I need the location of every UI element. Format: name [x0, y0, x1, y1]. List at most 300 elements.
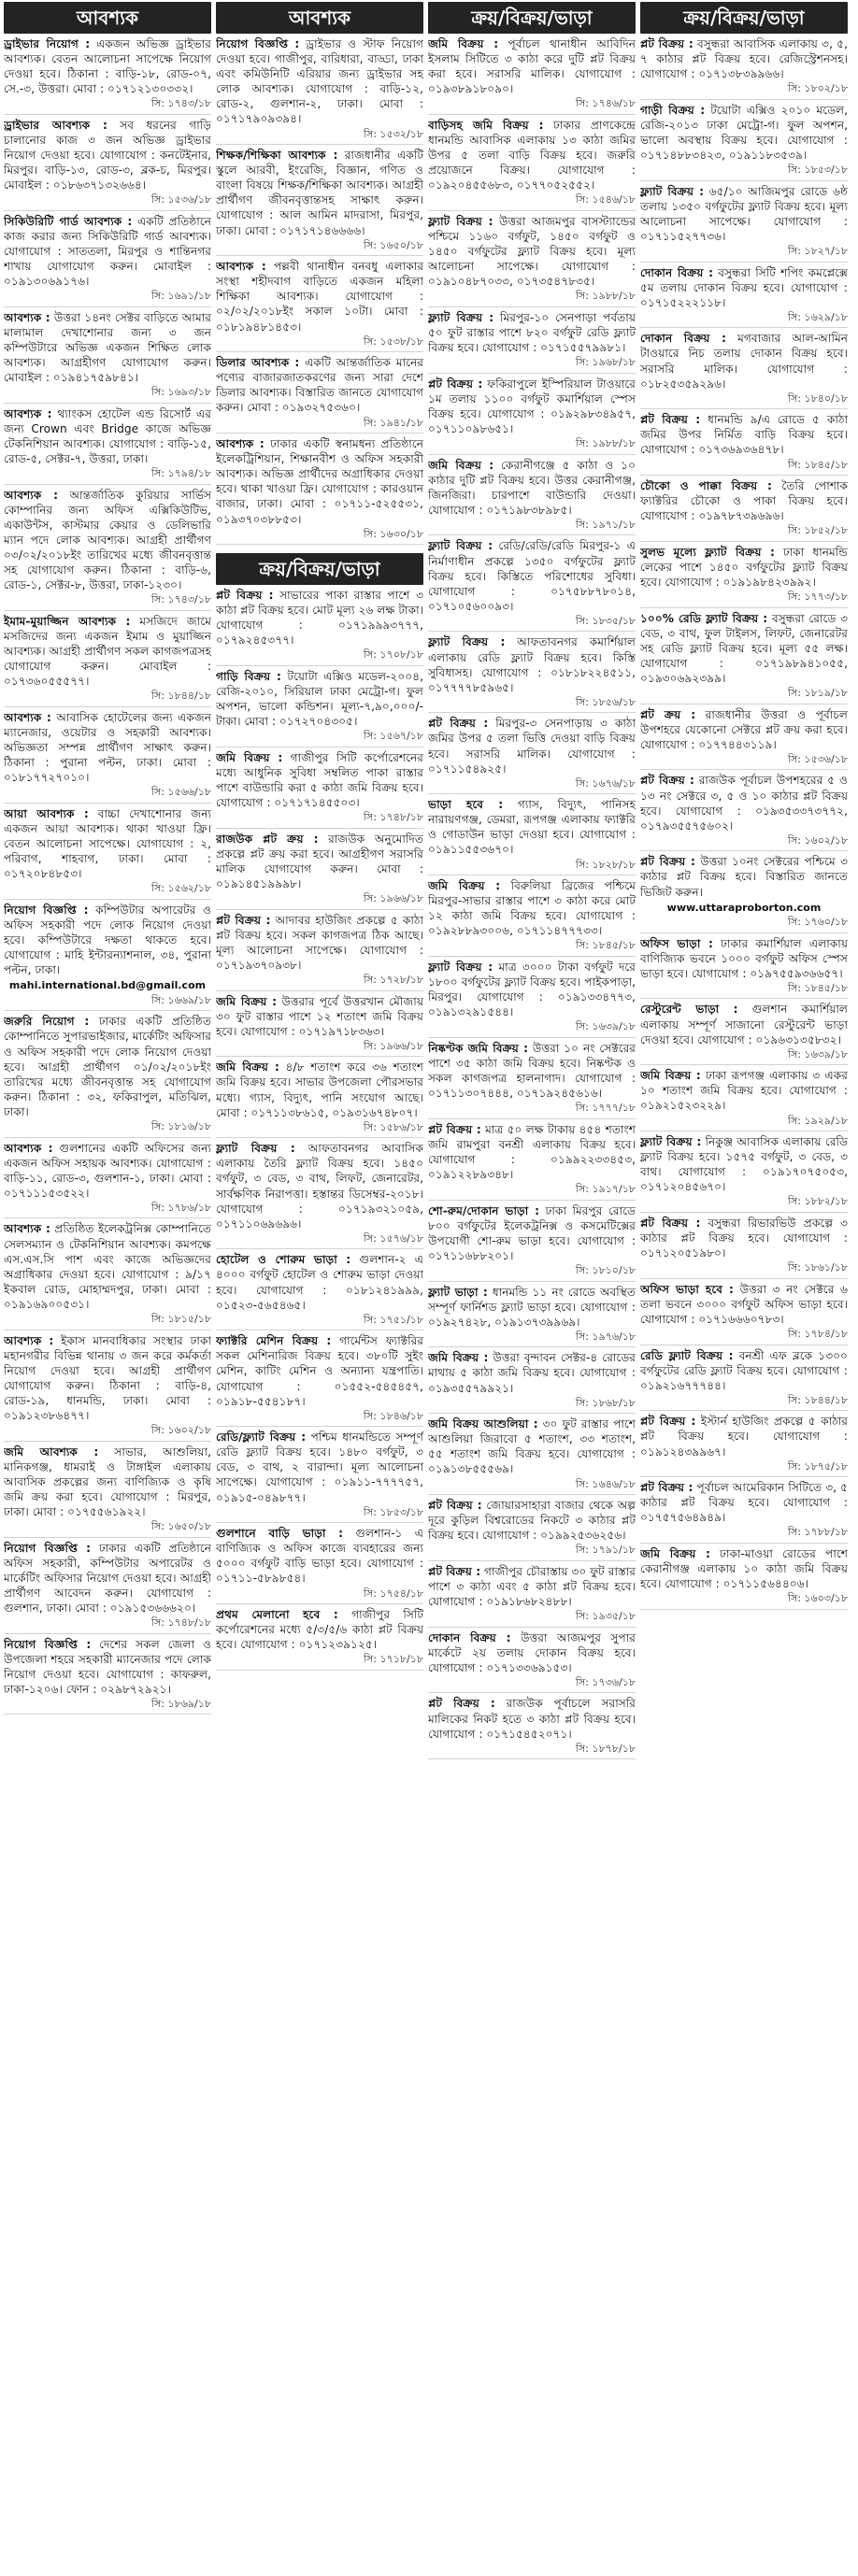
- ad-reference-code: সি: ১৯৬৮/১৮: [575, 356, 636, 369]
- ad-body: মসজিদে জামে মসজিদের জন্য একজন ইমাম ও মুয়াজ্জিন আবশ্যক। আগ্রহী প্রার্থীগণ সকল কাগজপত্রসহ যোগাযোগ করুন। মোবাইল : ০১৭৩৬০৫৫৫৭৭।: [4, 614, 211, 689]
- ad-body: ইস্টার্ন হাউজিং প্রকল্পে ৫ কাঠার প্লট বিক্রয় হবে। যোগাযোগ : ০১৯১২৪৩৯৯৬৭।: [640, 1415, 848, 1459]
- ad-title: আবশ্যক :: [4, 1141, 53, 1155]
- classified-ad: [216, 588, 423, 666]
- ad-reference-code: সি: ১৭৪৩/১৮: [150, 593, 211, 606]
- ad-body: টয়োটা এক্সিও ২০১০ মডেল, রেজি-২০১৩ ঢাকা মেট্রো-গ। ফুল অপশন, ভালো অবস্থায় বিক্রয় হবে। যোগাযোগ : ০১৭১৪৮৮৩৪২৩, ০১৯১১৮৩৫৩৯।: [640, 103, 848, 163]
- ad-reference-code: সি: ১৯৩৫/১৮: [575, 1610, 636, 1623]
- ad-title: অফিস ভাড়া হবে :: [640, 1282, 734, 1296]
- ad-title: জমি বিক্রয় :: [428, 1351, 489, 1365]
- ad-title: ফ্ল্যাট বিক্রয় :: [428, 635, 506, 649]
- ad-title: প্রথম মেলানো হবে :: [216, 1608, 338, 1622]
- ad-body: ধানমন্ডি ১১ নং রোডে অবস্থিত সম্পূর্ণ ফার্নিশড ফ্ল্যাট ভাড়া হবে। যোগাযোগ : ০১৯২৭৪২৮, ০১৯১৩৭৩৯৯৬৯।: [428, 1285, 636, 1329]
- ad-title: ফ্ল্যাট বিক্রয় :: [640, 184, 705, 198]
- section-heading: আবশ্যক: [4, 2, 211, 34]
- ad-body: ঢাকা মিরপুর রোডে ৮০০ বর্গফুটের ইলেকট্রনিক্স ও কসমেটিক্সের উপযোগী শো-রুম ভাড়া হবে। যোগাযোগ : ০১৭১১৬৮৮২০১।: [428, 1203, 636, 1262]
- ad-reference-code: সি: ১৫৬২/১৮: [150, 882, 211, 895]
- ad-body: উত্তরা ১০ নং সেক্টরের পাশে ৩৫ কাঠা জমি বিক্রয় হবে। নিষ্কণ্টক ও সকল কাগজপত্র হালনাগাদ। যোগাযোগ : ০১৭১১৩০৭৪৪৪, ০১৭১৯২৪৫৬১৬।: [428, 1041, 636, 1101]
- classified-ad: [4, 1541, 211, 1634]
- ad-body: কেরানীগঞ্জে ৫ কাঠা ও ১০ কাঠার দুটি প্লট বিক্রয় হবে। উত্তর কেরানীগঞ্জ, জিনজিরা। চারপাশে বাউন্ডারি দেওয়া। যোগাযোগ : ০১৭১৯৮৩৮৯৮৫।: [428, 458, 636, 517]
- ad-body: তৈরি পোশাক ফ্যাক্টরির চৌকো ও পাকা বিক্রয় হবে। যোগাযোগ : ০১৯৭৮৭৩৯৬৯৬।: [640, 479, 848, 523]
- classified-ad: [216, 669, 423, 747]
- ad-body: সাভার, আশুলিয়া, মানিকগঞ্জ, ধামরাই ও টাঙ্গাইল এলাকায় আবাসিক প্রকল্পের জন্য বাণিজ্যিক ও কৃষি জমি ক্রয় করা হবে। যোগাযোগ : মিরপুর, ঢাকা। মোবা : ০১৭৫৫৬১৯২২।: [4, 1445, 211, 1518]
- ad-body: থ্যাংকস হোটেল এন্ড রিসোর্ট এর জন্য Crown এবং Bridge কাজে অভিজ্ঞ টেকনিশিয়ান আবশ্যক। যোগাযোগ : বাড়ি-১৫, রোড-৫, সেক্টর-৭, উত্তরা, ঢাকা।: [4, 406, 211, 466]
- ad-body: উত্তরার পূর্বে উত্তরখান মৌজায় ৩০ ফুট রাস্তার পাশে ১২ শতাংশ জমি বিক্রয় হবে। যোগাযোগ : ০১৭১৯৭১৮৩৬৩।: [216, 994, 423, 1038]
- ad-reference-code: সি: ১৭৯১/১৮: [575, 1544, 636, 1557]
- ad-title: নিয়োগ বিজ্ঞপ্তি :: [4, 1541, 92, 1555]
- section-heading: ক্রয়/বিক্রয়/ভাড়া: [216, 553, 423, 585]
- ad-title: ফ্ল্যাট বিক্রয় :: [428, 214, 493, 228]
- ad-reference-code: সি: ১৫৩৬/১৮: [787, 752, 848, 765]
- ad-title: আবশ্যক :: [4, 710, 51, 724]
- ad-title: বাড়িসহ জমি বিক্রয় :: [428, 118, 544, 132]
- ad-body: গাজীপুর সিটি কর্পোরেশনের মধ্যে ৫/৩/৫/৬ কাঠা প্লট বিক্রয় হবে। যোগাযোগ : ০১৭১২৩৯১২৫।: [216, 1608, 423, 1652]
- classified-ad: [640, 184, 848, 263]
- column-1: [4, 2, 211, 2576]
- classified-ad: [640, 1546, 848, 1610]
- ad-body: বাচ্চা দেখাশোনার জন্য একজন আয়া আবশ্যক। থাকা খাওয়া ফ্রি। বেতন আলোচনা সাপেক্ষে। যোগাযোগ : ২, পরিবাগ, শাহবাগ, ঢাকা। মোবা : ০১৭২০৮৪৮৫৩।: [4, 806, 211, 881]
- ad-body: ঢাকা ধানমন্ডি লেকের পাশে ১৪৫০ বর্গফুটের ফ্ল্যাট বিক্রয় হবে। যোগাযোগ : ০১৯১৯৮৪২৩৯৯২।: [640, 545, 848, 590]
- ad-reference-code: সি: ১৮৪৬/১৮: [363, 1409, 423, 1422]
- ad-title: দোকান বিক্রয় :: [640, 265, 713, 279]
- classified-ad: [640, 1480, 848, 1544]
- ad-reference-code: সি: ১৮৫৩/১৮: [787, 164, 848, 177]
- ad-reference-code: সি: ১৭৪৮/১৮: [363, 811, 423, 824]
- classified-ad: [640, 1348, 848, 1412]
- ad-reference-code: সি: ১৮৫৩/১৮: [363, 1505, 423, 1518]
- ad-reference-code: সি: ১৮৫২/১৮: [787, 524, 848, 537]
- ad-body: মাত্র ৫০ লক্ষ টাকায় ৪৫৪ শতাংশ জমি রামপুরা বনশ্রী এলাকায় বিক্রয় হবে। যোগাযোগ : ০১৯৯২২৩৩৪৫৩, ০১৯১২২৮৯৩৪৮।: [428, 1122, 636, 1182]
- ad-title: ১০০% রেডি ফ্ল্যাট বিক্রয় :: [640, 611, 768, 625]
- classified-ad: [216, 1430, 423, 1523]
- ad-title: প্লট বিক্রয় :: [216, 913, 271, 927]
- ad-reference-code: সি: ১৬৩৯/১৮: [787, 1047, 848, 1060]
- classified-ad: [428, 1285, 636, 1348]
- ad-body: পূর্বাচল থানাধীন আবিদিন ইসলাম সিটিতে ৩ কাঠা করে দুটি প্লট বিক্রয় করা হবে। সরাসরি মালিক। যোগাযোগ : ০১৯৩৮৯১৮০৯০।: [428, 37, 636, 96]
- classified-ad: [640, 611, 848, 704]
- ad-title: ড্রাইভার নিয়োগ :: [4, 37, 91, 50]
- ad-title: ফ্যাক্টরি মেশিন বিক্রয় :: [216, 1334, 332, 1348]
- ad-title: রেস্টুরেন্ট ভাড়া :: [640, 1003, 738, 1017]
- ad-title: রেডি ফ্ল্যাট বিক্রয় :: [640, 1348, 734, 1362]
- classified-ad: [216, 355, 423, 434]
- ad-title: চৌকো ও পাক্কা বিক্রয় :: [640, 479, 772, 493]
- classified-ad: [428, 634, 636, 713]
- ad-body: ফকিরাপুলে ইস্পিরিয়াল টাওয়ারে ১ম তলায় ১১০০ বর্গফুট কমার্শিয়াল স্পেস বিক্রয় হবে। যোগাযোগ : ০১৯২৯৮৩৪৯৫৭, ০১৭১১০৯৮৬৫১।: [428, 377, 636, 435]
- classified-ad: [428, 797, 636, 875]
- classified-ad: [4, 310, 211, 404]
- ad-body: রেডি/রেডি/রেডি মিরপুর-১ এ নির্মাণাধীন প্রকল্পে ১৩৫০ বর্গফুটের ফ্ল্যাট বিক্রয় হবে। কিস্তিতে পরিশোধের সুবিধা। যোগাযোগ : ০১৭৫৮৮৭৮০১৪, ০১৭১০৫৬০০৯৩।: [428, 539, 636, 613]
- ad-body: দেশের সকল জেলা ও উপজেলা শহরে সহকারী ম্যানেজার পদে লোক নিয়োগ দেওয়া হবে। যোগাযোগ : কাফরুল, ঢাকা-১২০৬। ফোন : ০২৯৮৭২৯২১।: [4, 1637, 211, 1696]
- ad-body: কম্পিউটার অপারেটর ও অফিস সহকারী পদে লোক নিয়োগ দেওয়া হবে। কম্পিউটারে দক্ষতা থাকতে হবে। যোগাযোগ : মাহি ইন্টারন্যাশনাল, ৩৪, পুরানা পল্টন, ঢাকা।: [4, 903, 211, 977]
- ad-title: ভাড়া হবে :: [428, 798, 504, 812]
- ad-title: জমি বিক্রয় :: [428, 458, 494, 472]
- ad-reference-code: সি: ১৯৮৮/১৮: [575, 290, 636, 303]
- classified-ad: [640, 854, 848, 932]
- classified-ad: [428, 878, 636, 957]
- ad-body: রাজউক অনুমোদিত প্রকল্পে প্লট ক্রয় করা হবে। আগ্রহীগণ সরাসরি মালিক যোগাযোগ করুন। মোবা : ০১৯১৪৫১৯৯৯৮।: [216, 832, 423, 891]
- ad-body: আফতাবনগর কমার্শিয়াল এলাকায় রেডি ফ্ল্যাট বিক্রয় হবে। কিস্তি সুবিধাসহ। যোগাযোগ : ০১৮১৮২২৪৫১১, ০১৭৭৭৭৮৫৯৬৫।: [428, 635, 636, 694]
- ad-title: প্লট বিক্রয় :: [216, 589, 274, 603]
- ad-body: ৬৫/১০ আজিমপুর রোডে ৬ষ্ঠ তলায় ১৩৫০ বর্গফুটের ফ্ল্যাট বিক্রয় হবে। মূল্য আলোচনা সাপেক্ষে। যোগাযোগ : ০১৭১১৫২৭৭৩৬।: [640, 184, 848, 243]
- ad-reference-code: সি: ১৮১৬/১৮: [150, 1120, 211, 1133]
- ad-title: আবশ্যক :: [4, 1222, 50, 1236]
- ad-web-address[interactable]: www.uttaraproborton.com: [666, 901, 822, 914]
- classified-ad: [4, 903, 211, 1012]
- ad-body: মাত্র ৩০০০ টাকা বর্গফুট দরে ১৮০০ বর্গফুটের ফ্ল্যাট বিক্রয় হবে। পাইকপাড়া, মিরপুর। যোগাযোগ : ০১৯১৩৩৪৭৭৩, ০১৯১৩২৯১৫৪৪।: [428, 960, 636, 1019]
- ad-reference-code: সি: ১৮৭৫/১৮: [787, 1459, 848, 1473]
- ad-body: ইকাস মানবাধিকার সংস্থার ঢাকা মহানগরীর বিভিন্ন থানায় ৩ জন করে কর্মকর্তা নিয়োগ দেওয়া হবে। আগ্রহী প্রার্থীগণ যোগাযোগ করুন। ঠিকানা : বাড়ি-৪, রোড-১৯, ধানমন্ডি, ঢাকা। মোবা : ০১৯১২৩৮৬৪৭৭।: [4, 1333, 211, 1422]
- ad-reference-code: সি: ১৯৪১/১৮: [363, 416, 423, 429]
- classified-ad: [4, 36, 211, 115]
- ad-reference-code: সি: ১৭৪৬/১৮: [575, 97, 636, 110]
- ad-body: ৪/৮ শতাংশ করে ৩৬ শতাংশ জমি বিক্রয় হবে। সাভার উপজেলা পৌরসভার মধ্যে। গ্যাস, বিদ্যুৎ, পানি সংযোগ আছে। মোবা : ০১৭১১৩৮৬১৫, ০১৯৩১৬৭৪৮০৭।: [216, 1060, 423, 1119]
- ad-reference-code: সি: ১৮২৮/১৮: [575, 858, 636, 871]
- classified-ad: [640, 36, 848, 100]
- classified-ad: [216, 1060, 423, 1138]
- ad-body: ঢাকার একটি স্বনামধন্য প্রতিষ্ঠানে ইলেকট্রিশিয়ান, শিক্ষানবীশ ও অফিস সহকারী আবশ্যক। অভিজ্ঞ প্রার্থীদের অগ্রাধিকার দেওয়া হবে। থাকা খাওয়া ফ্রি। যোগাযোগ : কারওয়ান বাজার, ঢাকা। মোবা : ০১৭১১-৫২৫৫৩১, ০১৯৩৭০৩৮৮৫৩।: [216, 437, 423, 526]
- ad-body: উত্তরা ১০নং সেক্টরের পশ্চিমে ৩ কাঠার প্লট বিক্রয় হবে। বিস্তারিত জানতে ভিজিট করুন।: [640, 855, 848, 899]
- ad-body: টয়োটা এক্সিও মডেল-২০০৪, রেজি-২০১০, সিরিয়াল ঢাকা মেট্রো-গ। ফুল অপশন, ভালো কন্ডিশন। মূল্য-৭,৯০,০০০/- টাকা। মোবা : ০১৭২৭০৪৩০৫।: [216, 670, 423, 729]
- ad-title: নিষ্কণ্টক জমি বিক্রয় :: [428, 1041, 528, 1055]
- ad-list: [216, 588, 423, 1673]
- ad-title: জমি বিক্রয় আশুলিয়া :: [428, 1417, 538, 1431]
- ad-body: মিরপুর-১০ সেনপাড়া পর্বতায় ৫০ ফুট রাস্তার পাশে ৮২০ বর্গফুট রেডি ফ্ল্যাট বিক্রয় হবে। যোগাযোগ : ০১৭১৫৫৭৯৯৮১।: [428, 310, 636, 355]
- classified-ad: [640, 1134, 848, 1213]
- ad-reference-code: সি: ১৮১৯/১৮: [787, 687, 848, 700]
- classified-ad: [428, 1203, 636, 1282]
- ad-body: রাজউক পূর্বাচলে সরাসরি মালিকের নিকট হতে ৩ কাঠা প্লট বিক্রয় হবে। যোগাযোগ : ০১৭১৫৪৫২০৭১।: [428, 1697, 636, 1741]
- ad-reference-code: সি: ১৫৬৬/১৮: [150, 786, 211, 799]
- ad-body: মিরপুর-৩ সেনপাড়ায় ৩ কাঠা জমির উপর ৫ তলা ভিত্তি দেওয়া বাড়ি বিক্রয় হবে। সরাসরি মালিক। যোগাযোগ : ০১৭১১৫৪৯২৫।: [428, 717, 636, 776]
- ad-title: প্লট বিক্রয় :: [640, 855, 695, 869]
- ad-list: [428, 36, 636, 1762]
- ad-body: জোয়ারসাহারা বাজার থেকে অল্প দূরে কুড়িল বিশ্বরোডের নিকটে ৩ কাঠার প্লট বিক্রয় হবে। যোগাযোগ : ০১৯৯২৫৩৬২৫৬।: [428, 1499, 636, 1543]
- classified-ad: [216, 1141, 423, 1249]
- ad-body: বিরুলিয়া ব্রিজের পশ্চিমে মিরপুর-সাভার রাস্তার পাশে ৩ কাঠা করে মোট ১২ কাঠা জমি বিক্রয় হবে। যোগাযোগ : ০১৯২৮৮৯৩০০৬, ০১৭১১৪৭৭৭৩৩।: [428, 879, 636, 938]
- ad-list: [216, 36, 423, 548]
- classified-ad: [428, 458, 636, 536]
- classified-ad: [4, 214, 211, 307]
- ad-title: আবশ্যক :: [216, 437, 265, 451]
- ad-title: সুলভ মূল্যে ফ্ল্যাট বিক্রয় :: [640, 545, 775, 559]
- ad-title: জমি বিক্রয় :: [640, 1546, 710, 1560]
- ad-title: জমি বিক্রয় :: [640, 1069, 701, 1083]
- classified-ad: [428, 1350, 636, 1414]
- classified-ad: [216, 832, 423, 910]
- classified-ad: [640, 1068, 848, 1131]
- ad-title: প্লট বিক্রয় :: [428, 717, 489, 731]
- ad-title: জমি বিক্রয় :: [428, 37, 499, 50]
- ad-reference-code: সি: ১৬৫০/১৮: [363, 238, 423, 251]
- ad-body: একজন অভিজ্ঞ ড্রাইভার আবশ্যক। বেতন আলোচনা সাপেক্ষে নিয়োগ দেওয়া হবে। ঠিকানা : বাড়ি-১৮, রোড-০৭, সে.-৩, উত্তরা। মোবা : ০১৭১২১৩০৩৩২।: [4, 37, 211, 96]
- classified-ad: [428, 1630, 636, 1694]
- ad-title: ফ্ল্যাট বিক্রয় :: [428, 539, 493, 553]
- ad-reference-code: সি: ১৫৩৬/১৮: [150, 193, 211, 206]
- ad-title: জমি আবশ্যক :: [4, 1445, 99, 1459]
- classified-ad: [428, 716, 636, 794]
- ad-body: ঢাকার একটি প্রতিষ্ঠানে অফিস সহকারী, কম্পিউটার অপারেটর ও মার্কেটিং অফিসার নিয়োগ দেওয়া হবে। আগ্রহী প্রার্থীগণ আবেদন করুন। যোগাযোগ : গুলশান, ঢাকা। মোবা : ০১৯১৫৩৬৬৬২০।: [4, 1541, 211, 1615]
- ad-body: বনশ্রী এফ ব্লকে ১৩০০ বর্গফুটের রেডি ফ্ল্যাট বিক্রয় হবে। যোগাযোগ : ০১৯২১৬৭৭৭৪৪।: [640, 1348, 848, 1392]
- ad-body: বসুন্ধরা রোডে ৩ বেড, ৩ বাথ, ফুল টাইলস, লিফট, জেনারেটর সহ রেডি ফ্ল্যাট বিক্রয় হবে। মূল্য ৫৫ লক্ষ। যোগাযোগ : ০১৭১৯৮৯৪১০৫৫, ০১৯৩০৬৯২৩৯৯।: [640, 611, 848, 686]
- ad-reference-code: সি: ১৬৫০/১৮: [150, 1520, 211, 1533]
- classified-ad: [216, 750, 423, 829]
- ad-reference-code: সি: ১৭৮৪/১৮: [787, 1328, 848, 1340]
- ad-reference-code: সি: ১৭০৮/১৮: [363, 648, 423, 662]
- ad-body: উত্তরা আজমপুর বাসস্ট্যান্ডের পশ্চিমে ১১৬০ বর্গফুট, ১৪৫০ বর্গফুট ও ১৪৫০ বর্গফুটের ফ্ল্যাট বিক্রয় হবে। মূল্য আলোচনা সাপেক্ষে। যোগাযোগ : ০১৯১০৪৮৭০৩৩, ০১৭৩৫৪৭৮৩৫।: [428, 214, 636, 289]
- ad-reference-code: সি: ১৮৩৫/১৮: [575, 614, 636, 627]
- ad-body: গুলশান-১ এ বাণিজ্যিক ও অফিস কাজে ব্যবহারের জন্য ৫০০০ বর্গফুট বাড়ি ভাড়া হবে। যোগাযোগ : ০১৭১১-৫৮৯৮৫৪।: [216, 1527, 423, 1586]
- classified-ad: [428, 310, 636, 374]
- ad-body: ঢাকা-মাওয়া রোডের পাশে কেরানীগঞ্জ এলাকায় ১০ কাঠা জমি বিক্রয় হবে। যোগাযোগ : ০১৭১১৫৬৪৪০৬।: [640, 1546, 848, 1591]
- section-heading: আবশ্যক: [216, 2, 423, 34]
- ad-reference-code: সি: ১৬০২/১৮: [787, 833, 848, 847]
- classified-ad: [428, 36, 636, 115]
- ad-title: হোটেল ও শোরুম ভাড়া :: [216, 1253, 351, 1267]
- ad-title: রাজউক প্লট ক্রয় :: [216, 832, 319, 846]
- ad-reference-code: সি: ১৬৩০/১৮: [363, 527, 423, 540]
- column-3: [428, 2, 636, 2576]
- ad-title: প্লট বিক্রয় :: [640, 1415, 696, 1429]
- ad-body: ঢাকা রূপগঞ্জ এলাকায় ৩ একর ১০ শতাংশ জমি বিক্রয় হবে। যোগাযোগ : ০১৯২১৫২৩২২৯।: [640, 1069, 848, 1113]
- ad-reference-code: সি: ১৮৪৫/১৮: [787, 458, 848, 471]
- classified-ad: [640, 331, 848, 409]
- ad-title: নিয়োগ বিজ্ঞপ্তি :: [4, 1637, 92, 1651]
- ad-body: ঢাকার প্রাণকেন্দ্রে ধানমন্ডি আবাসিক এলাকায় ১৩ কাঠা জমির উপর ৫ তলা বাড়ি বিক্রয় হবে। জরুরি প্রয়োজনে বিক্রয়। যোগাযোগ : ০১৯২০৪৫৫৬৮৩, ০১৭৭০৫২৫৫২।: [428, 118, 636, 192]
- ad-body: বসুন্ধরা আবাসিক এলাকায় ৩, ৫, ৭ কাঠার প্লট বিক্রয় হবে। রেজিস্ট্রেশনসহ। যোগাযোগ : ০১৭১৩৮৩৯৯৬৬।: [640, 37, 848, 81]
- ad-body: উত্তরা আজমপুর সুপার মার্কেটে ২য় তলায় দোকান বিক্রয় হবে। যোগাযোগ : ০১৭১৩৩৬৯১৫৩।: [428, 1630, 636, 1674]
- ad-reference-code: সি: ১৮০২/১৮: [787, 82, 848, 95]
- ad-reference-code: সি: ১৭৪৩/১৮: [150, 97, 211, 110]
- ad-reference-code: সি: ১৬০৩/১৮: [787, 1592, 848, 1605]
- ad-body: ৩০ ফুট রাস্তার পাশে আশুলিয়া জিরাবো ৫ শতাংশ, ৩৩ শতাংশ, ৫৫ শতাংশ জমি বিক্রয় হবে। যোগাযোগ : ০১৯১৩৮৫৫৫৬৯।: [428, 1417, 636, 1476]
- ad-reference-code: সি: ১৭৯৪/১৮: [150, 467, 211, 480]
- ad-title: ডিলার আবশ্যক :: [216, 356, 300, 370]
- ad-reference-code: সি: ১৯১৭/১৮: [575, 1183, 636, 1196]
- classified-ad: [4, 406, 211, 485]
- classified-ad: [4, 1637, 211, 1715]
- ad-reference-code: সি: ১৯৬৬/১৮: [363, 892, 423, 905]
- ad-title: আবশ্যক :: [4, 406, 52, 420]
- ad-reference-code: সি: ১৫৮৬/১৮: [363, 1120, 423, 1133]
- ad-reference-code: সি: ১৫৩৮/১৮: [363, 334, 423, 348]
- ad-body: সাভারের পাকা রাস্তার পাশে ৩ কাঠা প্লট বিক্রয় হবে। মোট মূল্য ২৬ লক্ষ টাকা। যোগাযোগ : ০১৭১৯৯৯৩৭৭৭, ০১৭৯২৪৫৩৭৭।: [216, 589, 423, 648]
- ad-body: উত্তরা বৃন্দাবন সেক্টর-৪ রোডের মাথায় ৫ কাঠা জমি বিক্রয় হবে। যোগাযোগ : ০১৯৩৫৫৭৯৯২১।: [428, 1351, 636, 1395]
- classified-ad: [4, 1141, 211, 1219]
- ad-reference-code: সি: ১৮১৫/১৮: [150, 1312, 211, 1325]
- ad-reference-code: সি: ১৮৫৬/১৮: [575, 695, 636, 708]
- ad-body: গুলশান-২ এ ৪০০০ বর্গফুট হোটেল ও শোরুম ভাড়া দেওয়া হবে। যোগাযোগ : ০১৮১২৪১৯৯৯, ০১৫২৩-৫৬৫৪৬৫।: [216, 1253, 423, 1312]
- ad-body: বসুন্ধরা সিটি শপিং কমপ্লেক্সে ৫ম তলায় দোকান বিক্রয় হবে। যোগাযোগ : ০১৭১৫২২২১১৮।: [640, 265, 848, 309]
- ad-title: ফ্ল্যাট বিক্রয় :: [640, 1135, 702, 1149]
- ad-title: প্লট বিক্রয় :: [428, 1122, 481, 1136]
- ad-reference-code: সি: ১৮৬১/১৮: [787, 1261, 848, 1274]
- ad-body: ড্রাইভার ও স্টাফ নিয়োগ দেওয়া হবে। গাজীপুর, বারিধারা, বাড্ডা, ঢাকা এবং কমিউনিটি এরিয়ার জন্য ড্রাইভার সহ লোক আবশ্যক। যোগাযোগ : বাড়ি-১২, রোড-২, গুলশান-২, ঢাকা। মোবা : ০১৭১৭৯০৯৩৯৪।: [216, 37, 423, 126]
- classified-ad: [428, 1041, 636, 1119]
- ad-title: সিকিউরিটি গার্ড আবশ্যক :: [4, 214, 133, 228]
- ad-body: পূর্বাচল আমেরিকান সিটিতে ৩, ৫ কাঠার প্লট বিক্রয় হবে। যোগাযোগ : ০১৭৫৭৫৬৪৯৪৯।: [640, 1481, 848, 1525]
- ad-reference-code: সি: ১৬৬৯/১৮: [150, 993, 211, 1006]
- ad-title: প্লট বিক্রয় :: [428, 1697, 495, 1711]
- ad-reference-code: সি: ১৬৭৬/১৮: [575, 776, 636, 790]
- classified-ad: [428, 118, 636, 211]
- ad-body: গার্মেন্টস ফ্যাক্টরির সকল মেশিনারিজ বিক্রয় হবে। ৩৮০টি সুইং মেশিন, কাটিং মেশিন ও অন্যান্য যন্ত্রপাতি। যোগাযোগ : ০১৫৫২-৫৪৫৪৫৭, ০১৯১৮-৫৫৪১৮৭।: [216, 1334, 423, 1408]
- ad-reference-code: সি: ১৫৬৭/১৮: [363, 730, 423, 743]
- ad-title: জমি বিক্রয় :: [216, 994, 278, 1008]
- ad-body: রাজধানীর একটি স্কুলে আরবী, ইংরেজি, বিজ্ঞান, গণিত ও বাংলা বিষয়ে শিক্ষক/শিক্ষিকা আবশ্যক। আগ্রহী প্রার্থীগণ জীবনবৃত্তান্তসহ সাক্ষাৎ করুন। যোগাযোগ : আল আমিন মাদরাসা, মিরপুর, ঢাকা। মোবা : ০১৭১৭১৪৬৬৬৬।: [216, 149, 423, 237]
- ad-reference-code: সি: ১৯৭১/১৮: [575, 518, 636, 531]
- ad-reference-code: সি: ১৫৩২/১৮: [363, 127, 423, 140]
- classified-ad: [216, 994, 423, 1058]
- classified-ad: [640, 265, 848, 329]
- column-2: [216, 2, 423, 2576]
- ad-reference-code: সি: ১৭৮৬/১৮: [150, 1201, 211, 1214]
- ad-reference-code: সি: ১৯৭৬/১৮: [575, 1330, 636, 1343]
- classified-ad: [216, 36, 423, 145]
- ad-reference-code: সি: ১৬০২/১৮: [150, 1424, 211, 1437]
- ad-reference-code: সি: ১৭২৮/১৮: [363, 974, 423, 987]
- classified-ad: [640, 936, 848, 1000]
- ad-reference-code: সি: ১৮৪৪/১৮: [787, 1393, 848, 1406]
- classified-ad: [216, 1526, 423, 1604]
- classified-ad: [216, 436, 423, 545]
- ad-reference-code: সি: ১৯৮৮/১৮: [575, 437, 636, 450]
- ad-body: ঢাকার কমার্শিয়াল এলাকায় বাণিজ্যিক ভবনে ১০০০ বর্গফুট অফিস স্পেস ভাড়া হবে। যোগাযোগ : ০১৯৭৫৫৯৩৬৬৫৭।: [640, 936, 848, 980]
- section-heading: ক্রয়/বিক্রয়/ভাড়া: [640, 2, 848, 34]
- ad-title: অফিস ভাড়া :: [640, 936, 713, 950]
- ad-reference-code: সি: ১৭৫৪/১৮: [363, 1587, 423, 1600]
- ad-body: আদাবর হাউজিং প্রকল্পে ৫ কাঠা প্লট বিক্রয় হবে। সকল কাগজপত্র ঠিক আছে। মূল্য আলোচনা সাপেক্ষে। যোগাযোগ : ০১৭১৯৩৭০৯৩৮।: [216, 913, 423, 972]
- classified-ad: [428, 1564, 636, 1628]
- classified-ad: [640, 1216, 848, 1279]
- ad-title: দোকান বিক্রয় :: [640, 332, 726, 346]
- ad-reference-code: সি: ১৮৪৫/১৮: [575, 939, 636, 952]
- classified-ad: [640, 412, 848, 476]
- ad-body: নিকুঞ্জ আবাসিক এলাকায় রেডি ফ্ল্যাট বিক্রয় হবে। ১৫৭৫ বর্গফুট, ৩ বেড, ৩ বাথ। যোগাযোগ : ০১৯১৭০৭৫০৫৩, ০১৭১২০৪৫৬৭০।: [640, 1135, 848, 1194]
- ad-title: নিয়োগ বিজ্ঞপ্তি :: [4, 903, 89, 917]
- ad-title: শো-রুম/দোকান ভাড়া :: [428, 1203, 540, 1217]
- ad-body: সব ধরনের গাড়ি চালানোর কাজ ৩ জন অভিজ্ঞ ড্রাইভার নিয়োগ দেওয়া হবে। যোগাযোগ : কনটেইনার, মিরপুর। বাড়ি-১৩, রোড-৩, ব্লক-চ, মিরপুর। মোবাইল : ০১৮৬৩৭১৩২৬৬৪।: [4, 118, 211, 192]
- ad-title: ফ্ল্যাট ভাড়া :: [428, 1285, 488, 1299]
- classified-ad: [216, 1252, 423, 1331]
- ad-reference-code: সি: ১৯৬৬/১৮: [363, 1039, 423, 1052]
- ad-reference-code: সি: ১৬৯৩/১৮: [150, 386, 211, 399]
- ad-reference-code: সি: ১৭৫১/১৮: [363, 1313, 423, 1326]
- ad-body: ধানমন্ডি ৯/এ রোডে ৫ কাঠা জমির উপর নির্মিত বাড়ি বিক্রয় হবে। যোগাযোগ : ০১৭৩৬৯৩৬৪৭৮।: [640, 413, 848, 457]
- ad-reference-code: সি: ১৬৯১/১৮: [150, 290, 211, 303]
- ad-title: প্লট বিক্রয় :: [640, 1481, 694, 1495]
- classified-ad: [4, 1333, 211, 1442]
- ad-title: প্লট বিক্রয় :: [428, 1564, 481, 1578]
- ad-body: রাজউক পূর্বাচল উপশহরের ৫ ও ১৩ নং সেক্টরে ৩, ৫ ও ১০ কাঠার প্লট বিক্রয় হবে। যোগাযোগ : ০১৯৩৫৩৩৭৩৭৭২, ০১৭৯৩৫৫৭৫৬০২।: [640, 774, 848, 833]
- ad-reference-code: সি: ১৭৪৮/১৮: [150, 1616, 211, 1630]
- ad-reference-code: সি: ১৮৪৫/১৮: [787, 981, 848, 994]
- ad-list: [640, 36, 848, 1613]
- ad-body: উত্তরা ৩ নং সেক্টরে ৬ তলা ভবনে ৩০০০ বর্গফুট অফিস ভাড়া হবে। যোগাযোগ : ০১৭১৬৬৬০৭৮৩।: [640, 1282, 848, 1326]
- classified-ad: [428, 1498, 636, 1561]
- ad-title: জরুরি নিয়োগ :: [4, 1015, 90, 1029]
- classified-ad: [216, 259, 423, 352]
- ad-reference-code: সি: ১৫৪৬/১৮: [575, 193, 636, 206]
- ad-body: একটি আন্তর্জাতিক মানের পণ্যের বাজারজাতকরণের জন্য সারা দেশে ডিলার আবশ্যক। বিস্তারিত জানতে যোগাযোগ করুন। মোবা : ০১৯৩২৭৫৩৬০।: [216, 356, 423, 415]
- ad-reference-code: সি: ১৭৭৩/১৮: [787, 591, 848, 604]
- classified-ad: [216, 148, 423, 256]
- ad-body: আন্তর্জাতিক কুরিয়ার সার্ভিস কোম্পানির জন্য অফিস এক্সিকিউটিভ, একাউন্টস, কাস্টমার কেয়ার ও ডেলিভারি ম্যান পদে লোক আবশ্যক। আগ্রহী প্রার্থীগণ ০৩/০২/২০১৮ইং তারিখের মধ্যে জীবনবৃত্তান্ত সহ যোগাযোগ করুন। ঠিকানা : বাড়ি-৬, রোড-১, সেক্টর-৮, উত্তরা, ঢাকা-১২৩০।: [4, 488, 211, 592]
- ad-title: ফ্ল্যাট বিক্রয় :: [216, 1142, 295, 1156]
- ad-title: জমি বিক্রয় :: [216, 1060, 279, 1075]
- ad-reference-code: সি: ১৯২৯/১৮: [787, 1114, 848, 1127]
- ad-body: বসুন্ধরা রিভারভিউ প্রকল্পে ৩ কাঠার প্লট বিক্রয় হবে। যোগাযোগ : ০১৭১২০৫১৯৮০।: [640, 1216, 848, 1260]
- ad-body: আফতাবনগর আবাসিক এলাকায় তৈরি ফ্ল্যাট বিক্রয় হবে। ১৪৫০ বর্গফুট, ৩ বেড, ৩ বাথ, লিফট, জেনারেটর, সার্বক্ষণিক নিরাপত্তা। হস্তান্তর ডিসেম্বর-২০১৮। যোগাযোগ : ০১৭১৯৩২১০৫৯, ০১৭১১০৬৯৬৯৬।: [216, 1142, 423, 1231]
- ad-body: মগবাজার আল-আমিন টাওয়ারে নিচ তলায় দোকান বিক্রয় হবে। সরাসরি মালিক। যোগাযোগ : ০১৮২৫৩৫৯২৯৬।: [640, 332, 848, 391]
- classified-ad: [428, 1696, 636, 1759]
- ad-list: [4, 36, 211, 1717]
- ad-body: পল্লবী থানাধীন বনবধু এলাকার সংস্থা শহীদবাগ বাড়িতে একজন মহিলা শিক্ষিকা আবশ্যক। যোগাযোগ : ০২/০২/২০১৮ইং সকাল ১০টা। মোবা : ০১৮১৯৪৮১৪৫৩।: [216, 260, 423, 334]
- classified-ad: [640, 478, 848, 542]
- classified-ad: [640, 707, 848, 771]
- ad-web-address[interactable]: mahi.international.bd@gmail.com: [8, 979, 207, 992]
- ad-reference-code: সি: ১৮৭৮/১৮: [575, 1742, 636, 1755]
- ad-title: আবশ্যক :: [4, 310, 50, 324]
- ad-reference-code: সি: ১৮৬৯/১৮: [150, 1697, 211, 1710]
- section-heading: ক্রয়/বিক্রয়/ভাড়া: [428, 2, 636, 34]
- ad-title: ফ্ল্যাট বিক্রয় :: [428, 310, 494, 324]
- classified-ad: [4, 1014, 211, 1137]
- classified-ad: [640, 1002, 848, 1065]
- ad-body: পশ্চিম ধানমন্ডিতে সম্পূর্ণ রেডি ফ্ল্যাট বিক্রয় হবে। ১৪৮০ বর্গফুট, ৩ বেড, ৩ বাথ, ২ বারান্দা। মূল্য আলোচনা সাপেক্ষে। যোগাযোগ : ০১৯১১-৭৭৭৭৫৭, ০১৯১৫-০৪৯৮৭৭।: [216, 1430, 423, 1504]
- classified-ad: [640, 773, 848, 851]
- ad-title: আবশ্যক :: [4, 488, 58, 502]
- classified-ad: [428, 538, 636, 632]
- ad-body: একটি প্রতিষ্ঠানে কাজ করার জন্য সিকিউরিটি গার্ড আবশ্যক। যোগাযোগ : সাততলা, মিরপুর ও শান্তিনগর শাখায় যোগাযোগ করুন। মোবাইল : ০১৯১৩০৬৯১৭৬।: [4, 214, 211, 289]
- classified-ad: [216, 913, 423, 991]
- ad-title: প্লট বিক্রয় :: [640, 413, 701, 427]
- classified-ad: [640, 1414, 848, 1477]
- column-4: [640, 2, 848, 2576]
- classified-ad: [428, 1416, 636, 1495]
- ad-title: আয়া আবশ্যক :: [4, 806, 89, 820]
- classified-ad: [428, 960, 636, 1038]
- ad-reference-code: সি: ১৮১০/১৮: [575, 1264, 636, 1277]
- ad-body: প্রতিষ্ঠিত ইলেকট্রনিক্স কোম্পানিতে সেলসম্যান ও টেকনিশিয়ান আবশ্যক। কমপক্ষে এস.এস.সি পাশ এবং কাজে অভিজ্ঞদের অগ্রাধিকার দেওয়া হবে। যোগাযোগ : ৯/১৭ ইকবাল রোড, মোহাম্মদপুর, ঢাকা। মোবা : ০১৯১৬৯০০৫৩১।: [4, 1222, 211, 1311]
- classified-ad: [4, 710, 211, 804]
- ad-reference-code: সি: ১৬৩৯/১৮: [575, 1020, 636, 1033]
- classified-ad: [428, 214, 636, 307]
- ad-reference-code: সি: ১৮৮২/১৮: [787, 1195, 848, 1208]
- classified-ad: [4, 614, 211, 707]
- ad-title: গুলশানে বাড়ি ভাড়া :: [216, 1527, 343, 1541]
- ad-body: রাজধানীর উত্তরা ও পূর্বাচল উপশহরে যেকোনো সেক্টরে প্লট ক্রয় করা হবে। যোগাযোগ : ০১৭৭৪৪৩১১৯।: [640, 707, 848, 751]
- classified-ad: [428, 1122, 636, 1201]
- ad-body: গুলশানের একটি অফিসের জন্য একজন অফিস সহায়ক আবশ্যক। যোগাযোগ : বাড়ি-১১, রোড-৩, গুলশান-১, ঢাকা। মোবা : ০১৭১১১৫৩৫২২।: [4, 1141, 211, 1200]
- ad-title: ইমাম-মুয়াজ্জিন আবশ্যক :: [4, 614, 131, 628]
- ad-title: গাড়ী বিক্রয় :: [640, 103, 706, 117]
- ad-title: জমি বিক্রয় :: [216, 750, 283, 764]
- classified-ad: [216, 1333, 423, 1427]
- ad-reference-code: সি: ১৭৬০/১৮: [787, 916, 848, 929]
- ad-body: গাজীপুর চৌরাস্তায় ৩০ ফুট রাস্তার পাশে ৩ কাঠা এবং ৫ কাঠা প্লট বিক্রয় হবে। যোগাযোগ : ০১৯১৮৬৮২৪৮৮।: [428, 1564, 636, 1609]
- classified-ad: [4, 1445, 211, 1538]
- classified-ad: [4, 1221, 211, 1330]
- ad-reference-code: সি: ১৭১৮/১৮: [363, 1653, 423, 1666]
- classified-ad: [216, 1607, 423, 1671]
- ad-title: আবশ্যক :: [216, 260, 266, 274]
- ad-reference-code: সি: ১৭৮৮/১৮: [787, 1526, 848, 1539]
- ad-title: প্লট বিক্রয় :: [428, 1499, 482, 1513]
- ad-body: গ্যাস, বিদ্যুৎ, পানিসহ নারায়ণগঞ্জ, ডেমরা, রূপগঞ্জ এলাকায় ফ্যাক্টরি ও গোডাউন ভাড়া দেওয়া হবে। যোগাযোগ : ০১৯১১৫৫৩৬৭০।: [428, 798, 636, 857]
- ad-title: প্লট ক্রয় :: [640, 707, 696, 721]
- ad-reference-code: সি: ১৮৬৮/১৮: [575, 1396, 636, 1409]
- classified-ad: [428, 377, 636, 455]
